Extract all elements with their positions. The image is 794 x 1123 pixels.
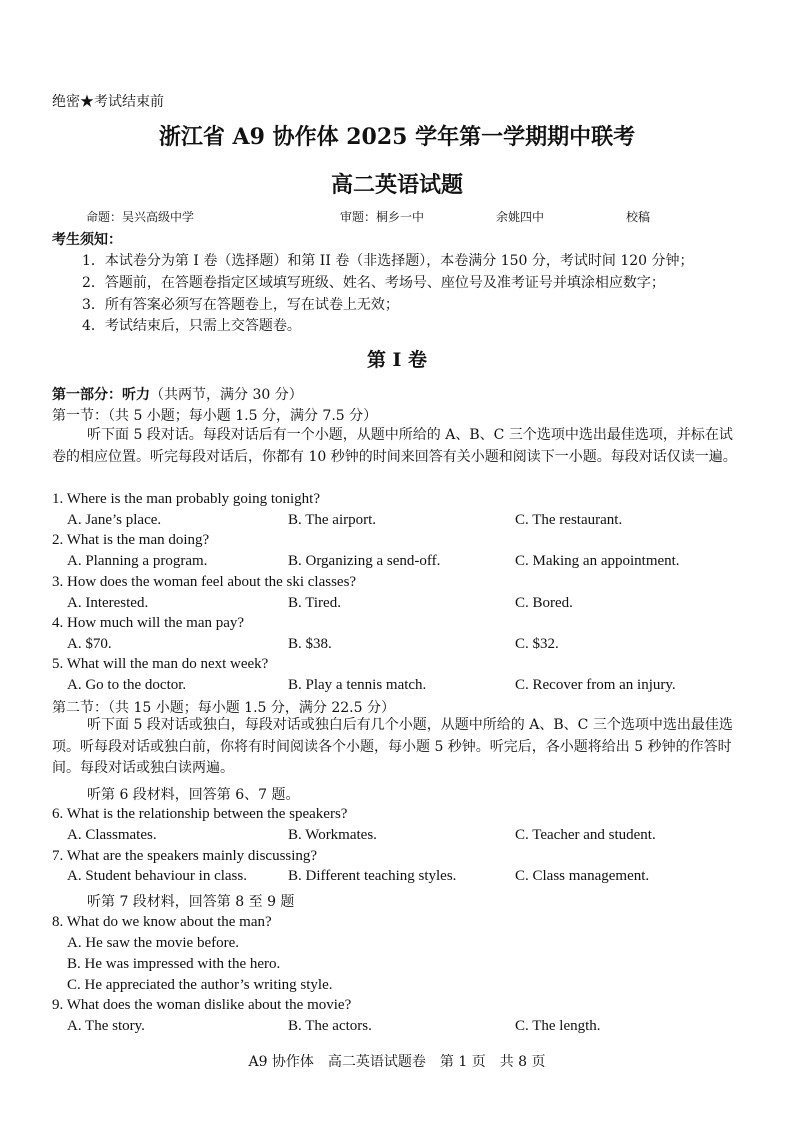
option-a: A. He saw the movie before. — [67, 935, 240, 951]
option-c: C. The length. — [515, 1018, 601, 1034]
exam-title: 浙江省 A9 协作体 2025 学年第一学期期中联考 — [158, 124, 636, 150]
option-c: C. The restaurant. — [515, 512, 623, 528]
option-a: A. The story. — [67, 1018, 145, 1034]
question-stem: 3. How does the woman feel about the ski classes? — [52, 574, 357, 590]
section2-title: 第二节：（共 15 小题；每小题 1.5 分，满分 22.5 分） — [52, 700, 395, 716]
question-stem: 9. What does the woman dislike about the movie? — [52, 997, 352, 1013]
part1-title-bold: 第一部分：听力 — [52, 387, 150, 403]
option-a: A. Interested. — [67, 595, 149, 611]
reviewer-school: 审题：桐乡一中 — [340, 210, 425, 224]
option-b: B. Organizing a send-off. — [288, 553, 441, 569]
question-stem: 6. What is the relationship between the speakers? — [52, 806, 348, 822]
section1-instructions: 听下面 5 段对话。每段对话后有一个小题，从题中所给的 A、B、C 三个选项中选出最佳选项，并标在试卷的相应位置。听完每段对话后，你都有 10 秒钟的时间来回答有关小题和阅读下一小题。每段对话仅读一遍。 — [52, 427, 737, 465]
question-stem: 4. How much will the man pay? — [52, 615, 245, 631]
question-stem: 5. What will the man do next week? — [52, 656, 269, 672]
option-b: B. Tired. — [288, 595, 341, 611]
notice-item: 1．本试卷分为第 I 卷（选择题）和第 II 卷（非选择题），本卷满分 150 分，考试时间 120 分钟； — [82, 253, 694, 269]
question-stem: 8. What do we know about the man? — [52, 914, 272, 930]
notice-item: 2．答题前，在答题卷指定区域填写班级、姓名、考场号、座位号及准考证号并填涂相应数字； — [82, 275, 665, 291]
proofreader: 校稿 — [626, 210, 651, 224]
option-c: C. $32. — [515, 636, 559, 652]
option-b: B. The airport. — [288, 512, 377, 528]
section1-title: 第一节：（共 5 小题；每小题 1.5 分，满分 7.5 分） — [52, 408, 378, 424]
option-a: A. Planning a program. — [67, 553, 208, 569]
option-b: B. The actors. — [288, 1018, 372, 1034]
notice-item: 4．考试结束后，只需上交答题卷。 — [82, 318, 301, 334]
option-b: B. Different teaching styles. — [288, 868, 457, 884]
material-note: 听第 7 段材料，回答第 8 至 9 题 — [87, 894, 295, 910]
volume-heading: 第 I 卷 — [366, 349, 428, 371]
option-c: C. Recover from an injury. — [515, 677, 676, 693]
option-a: A. Student behaviour in class. — [67, 868, 247, 884]
option-b: B. $38. — [288, 636, 332, 652]
section2-instructions: 听下面 5 段对话或独白，每段对话或独白后有几个小题，从题中所给的 A、B、C 三个选项中选出最佳选项。听每段对话或独白前，你将有时间阅读各个小题，每小题 5 秒钟。听完后，各小题将给出 5 秒钟的作答时间。每段对话或独白读两遍。 — [52, 717, 733, 776]
confidential-mark: 绝密★考试结束前 — [52, 94, 164, 110]
option-a: A. Go to the doctor. — [67, 677, 187, 693]
reviewer-school-2: 余姚四中 — [496, 210, 545, 224]
question-stem: 7. What are the speakers mainly discussing? — [52, 848, 318, 864]
option-a: A. Classmates. — [67, 827, 157, 843]
option-c: C. Making an appointment. — [515, 553, 680, 569]
notice-item: 3．所有答案必须写在答题卷上，写在试卷上无效； — [82, 297, 399, 313]
option-c: C. Bored. — [515, 595, 573, 611]
option-c: C. He appreciated the author’s writing style. — [67, 977, 333, 993]
question-stem: 1. Where is the man probably going tonight? — [52, 491, 321, 507]
question-stem: 2. What is the man doing? — [52, 532, 210, 548]
option-c: C. Class management. — [515, 868, 650, 884]
option-b: B. Play a tennis match. — [288, 677, 427, 693]
notice-heading: 考生须知： — [52, 232, 122, 248]
option-b: B. He was impressed with the hero. — [67, 956, 281, 972]
part1-title-rest: （共两节，满分 30 分） — [150, 387, 303, 403]
page-footer: A9 协作体 高二英语试题卷 第 1 页 共 8 页 — [248, 1054, 546, 1070]
option-b: B. Workmates. — [288, 827, 377, 843]
material-note: 听第 6 段材料，回答第 6、7 题。 — [87, 787, 300, 803]
option-a: A. Jane’s place. — [67, 512, 162, 528]
exam-subject: 高二英语试题 — [330, 172, 463, 198]
part1-title — [52, 384, 303, 404]
author-school: 命题：吴兴高级中学 — [86, 210, 195, 224]
option-c: C. Teacher and student. — [515, 827, 656, 843]
option-a: A. $70. — [67, 636, 112, 652]
